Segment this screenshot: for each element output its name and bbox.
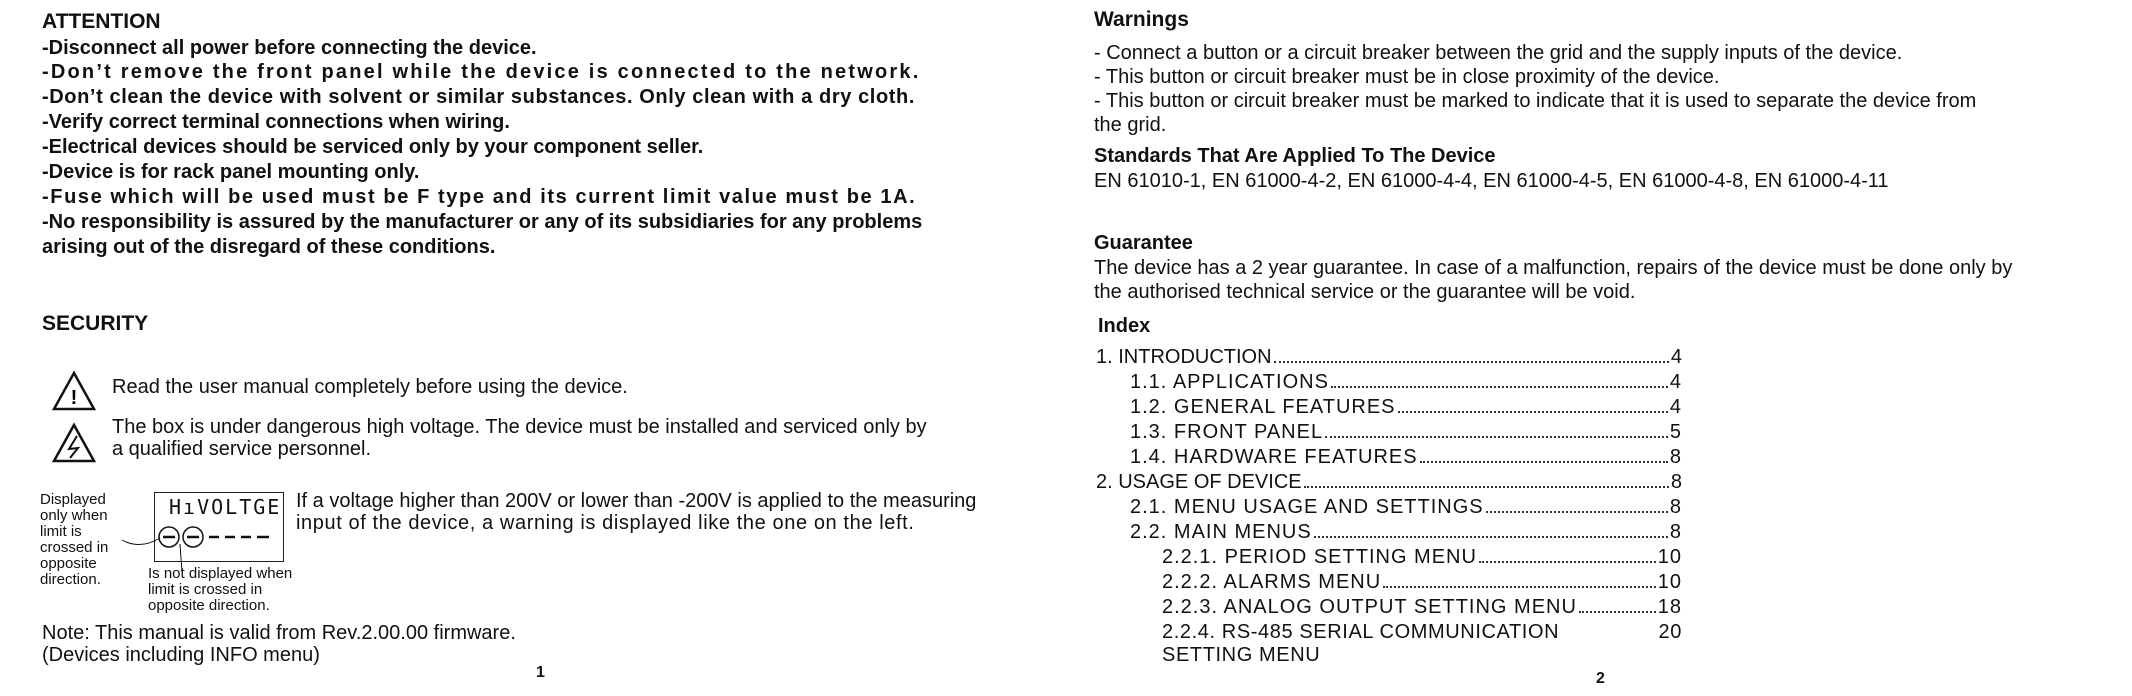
- manual-note-text: Note: This manual is valid from Rev.2.00.00 firmware.: [42, 622, 516, 644]
- index-entry[interactable]: [1162, 621, 1682, 666]
- voltage-note-text: input of the device, a warning is displayed like the one on the left.: [296, 512, 915, 534]
- index-title: Index: [1098, 315, 1151, 337]
- index-page: 8: [1669, 496, 1682, 518]
- attention-line: -Don’t remove the front panel while the device is connected to the network.: [42, 61, 921, 83]
- index-label: 2.2.3. ANALOG OUTPUT SETTING MENU: [1162, 596, 1577, 618]
- index-leader: [1331, 386, 1668, 388]
- index-leader: [1325, 436, 1668, 438]
- index-page: 8: [1669, 521, 1682, 543]
- manual-note-text: (Devices including INFO menu): [42, 644, 320, 666]
- index-page: 4: [1670, 346, 1682, 368]
- guarantee-text: The device has a 2 year guarantee. In case of a malfunction, repairs of the device must be done only by: [1094, 257, 2013, 279]
- security-read-text: Read the user manual completely before using the device.: [112, 376, 628, 398]
- attention-line: arising out of the disregard of these conditions.: [42, 236, 496, 258]
- display-label-left: Displayed only when limit is crossed in opposite direction.: [40, 491, 109, 588]
- index-entry[interactable]: [1162, 571, 1682, 593]
- svg-text:!: !: [70, 387, 78, 409]
- index-entry[interactable]: [1130, 371, 1682, 393]
- index-page: 5: [1669, 421, 1682, 443]
- index-entry[interactable]: [1162, 546, 1682, 568]
- index-entry[interactable]: [1162, 596, 1682, 618]
- display-label-bottom: Is not displayed when limit is crossed in opposite direction.: [148, 565, 293, 614]
- voltage-note-text: If a voltage higher than 200V or lower than -200V is applied to the measuring: [296, 490, 977, 512]
- index-leader: [1398, 411, 1668, 413]
- attention-line: -Disconnect all power before connecting the device.: [42, 37, 537, 59]
- attention-line: -Verify correct terminal connections when wiring.: [42, 111, 510, 133]
- index-label: 2.1. MENU USAGE AND SETTINGS: [1130, 496, 1484, 518]
- index-page: 8: [1670, 471, 1682, 493]
- index-entry[interactable]: [1130, 396, 1682, 418]
- index-label: 2.2.2. ALARMS MENU: [1162, 571, 1382, 593]
- index-page: 8: [1669, 446, 1682, 468]
- right-page: [1066, 0, 2132, 696]
- index-entry[interactable]: [1130, 496, 1682, 518]
- index-leader: [1486, 511, 1668, 513]
- index-entry[interactable]: [1130, 446, 1682, 468]
- warnings-line: - This button or circuit breaker must be marked to indicate that it is used to separate the device from: [1094, 90, 1977, 112]
- index-label: 2.2. MAIN MENUS: [1130, 521, 1312, 543]
- index-label: 1.2. GENERAL FEATURES: [1130, 396, 1396, 418]
- display-text: HıVOLTGE: [169, 495, 282, 519]
- index-label: 1.3. FRONT PANEL: [1130, 421, 1324, 443]
- index-label: 1.1. APPLICATIONS: [1130, 371, 1329, 393]
- page-number: 1: [536, 664, 545, 681]
- index-label: 1. INTRODUCTION: [1096, 346, 1272, 368]
- attention-line: -Fuse which will be used must be F type and its current limit value must be 1A.: [42, 186, 917, 208]
- index-page: 18: [1657, 596, 1682, 618]
- index-leader: [1579, 611, 1656, 613]
- high-voltage-icon: [52, 422, 96, 464]
- index-leader: [1420, 461, 1668, 463]
- index-page: 4: [1669, 396, 1682, 418]
- guarantee-text: the authorised technical service or the guarantee will be void.: [1094, 281, 1636, 303]
- attention-line: -No responsibility is assured by the manufacturer or any of its subsidiaries for any problems: [42, 211, 923, 233]
- index-entry[interactable]: [1130, 521, 1682, 543]
- warnings-line: - This button or circuit breaker must be in close proximity of the device.: [1094, 66, 1720, 88]
- warnings-line: - Connect a button or a circuit breaker between the grid and the supply inputs of the device.: [1094, 42, 1903, 64]
- standards-title: Standards That Are Applied To The Device: [1094, 145, 1496, 167]
- security-title: SECURITY: [42, 312, 149, 335]
- index-page: 10: [1657, 546, 1682, 568]
- index-leader: [1274, 361, 1669, 363]
- warning-triangle-icon: [52, 370, 96, 412]
- index-entry[interactable]: [1130, 421, 1682, 443]
- index-leader: [1383, 586, 1656, 588]
- standards-text: EN 61010-1, EN 61000-4-2, EN 61000-4-4, EN 61000-4-5, EN 61000-4-8, EN 61000-4-11: [1094, 170, 1889, 192]
- warnings-line: the grid.: [1094, 114, 1167, 136]
- guarantee-title: Guarantee: [1094, 232, 1193, 254]
- attention-line: -Electrical devices should be serviced only by your component seller.: [42, 136, 704, 158]
- security-voltage-text: The box is under dangerous high voltage. The device must be installed and serviced only by: [112, 416, 927, 438]
- attention-line: -Don’t clean the device with solvent or similar substances. Only clean with a dry cloth.: [42, 86, 916, 108]
- index-page: 20: [1658, 621, 1682, 643]
- attention-line: -Device is for rack panel mounting only.: [42, 161, 420, 183]
- attention-title: ATTENTION: [42, 10, 161, 33]
- index-label: 2.2.1. PERIOD SETTING MENU: [1162, 546, 1477, 568]
- index-leader: [1314, 536, 1668, 538]
- index-page: 10: [1657, 571, 1682, 593]
- index-label: 1.4. HARDWARE FEATURES: [1130, 446, 1418, 468]
- index-entry[interactable]: [1096, 471, 1682, 493]
- security-voltage-text: a qualified service personnel.: [112, 438, 372, 460]
- warnings-title: Warnings: [1094, 8, 1189, 31]
- page-number: 2: [1596, 670, 1605, 687]
- index-leader: [1479, 561, 1656, 563]
- index-entry[interactable]: [1096, 346, 1682, 368]
- index-label: 2.2.4. RS-485 SERIAL COMMUNICATION SETTING MENU: [1162, 621, 1560, 666]
- index-leader: [1304, 486, 1669, 488]
- index-label: 2. USAGE OF DEVICE: [1096, 471, 1302, 493]
- index-page: 4: [1669, 371, 1682, 393]
